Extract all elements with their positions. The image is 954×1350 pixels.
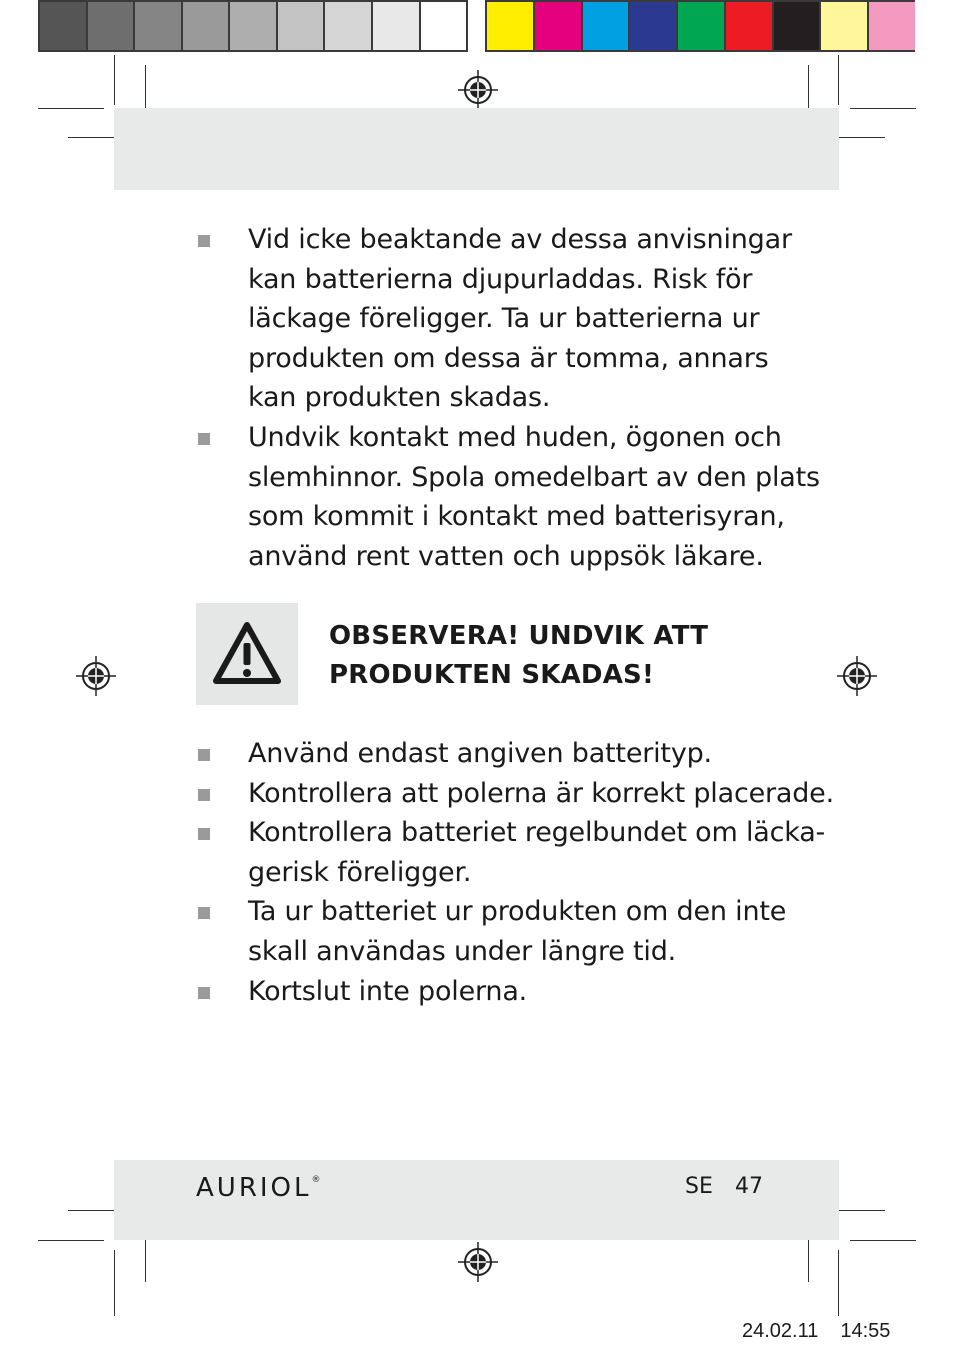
calibration-swatch xyxy=(581,0,629,52)
calibration-swatch xyxy=(628,0,676,52)
brand-name: AURIOL xyxy=(196,1173,312,1203)
warning-heading-line: OBSERVERA! UNDVIK ATT xyxy=(329,621,709,651)
list-item xyxy=(196,774,834,814)
calibration-swatch xyxy=(419,0,469,52)
calibration-swatch xyxy=(38,0,86,52)
list-item-line: använd rent vatten och uppsök läkare. xyxy=(248,540,764,572)
crop-mark xyxy=(838,55,839,105)
bullet-square-icon xyxy=(198,749,210,761)
bullet-square-icon xyxy=(198,235,210,247)
calibration-swatch xyxy=(323,0,371,52)
print-timestamp xyxy=(742,1320,912,1343)
crop-mark xyxy=(850,108,916,109)
list-item xyxy=(196,418,820,576)
crop-mark xyxy=(850,1240,916,1241)
warning-icon-box xyxy=(196,603,298,705)
calibration-swatch xyxy=(676,0,724,52)
calibration-swatch xyxy=(86,0,134,52)
color-calibration-bar xyxy=(485,0,915,52)
list-item-line: som kommit i kontakt med batterisyran, xyxy=(248,501,785,533)
warning-heading xyxy=(329,617,769,695)
list-item-line: Ta ur batteriet ur produkten om den inte xyxy=(248,896,787,928)
battery-safety-list xyxy=(196,220,820,576)
warning-heading-line: PRODUKTEN SKADAS! xyxy=(329,660,655,690)
list-item-line: gerisk föreligger. xyxy=(248,856,472,888)
list-item-line: Kontrollera batteriet regelbundet om läcka- xyxy=(248,817,826,849)
list-item xyxy=(196,972,776,1012)
list-item xyxy=(196,813,826,892)
brand-logo xyxy=(196,1173,321,1203)
calibration-swatch xyxy=(133,0,181,52)
bullet-square-icon xyxy=(198,789,210,801)
list-item-line: Kortslut inte polerna. xyxy=(248,975,528,1007)
list-item-line: kan produkten skadas. xyxy=(248,382,551,414)
grayscale-calibration-bar xyxy=(38,0,468,52)
header-band xyxy=(114,108,839,190)
print-time: 14:55 xyxy=(840,1320,891,1342)
registration-mark-icon xyxy=(837,656,877,696)
language-code: SE xyxy=(685,1174,713,1199)
bullet-square-icon xyxy=(198,987,210,999)
list-item xyxy=(196,220,792,418)
crop-mark xyxy=(114,1250,115,1316)
list-item xyxy=(196,892,787,971)
crop-mark xyxy=(114,55,115,105)
list-item-line: Undvik kontakt med huden, ögonen och xyxy=(248,421,782,453)
registration-mark-icon xyxy=(76,656,116,696)
warning-triangle-icon xyxy=(196,603,298,705)
list-item-line: skall användas under längre tid. xyxy=(248,935,677,967)
page-number: 47 xyxy=(735,1174,763,1199)
calibration-swatch xyxy=(485,0,533,52)
crop-mark xyxy=(38,1240,104,1241)
calibration-swatch xyxy=(276,0,324,52)
list-item-line: läckage föreligger. Ta ur batterierna ur xyxy=(248,303,760,335)
list-item-line: kan batterierna djupurladdas. Risk för xyxy=(248,263,753,295)
list-item-line: Använd endast angiven batterityp. xyxy=(248,738,712,769)
crop-mark xyxy=(838,1250,839,1316)
bullet-square-icon xyxy=(198,828,210,840)
list-item xyxy=(196,734,776,774)
list-item-line: Kontrollera att polerna är korrekt placerade. xyxy=(248,777,834,809)
calibration-swatch xyxy=(772,0,820,52)
calibration-swatch xyxy=(533,0,581,52)
list-item-line: Vid icke beaktande av dessa anvisningar xyxy=(248,224,792,255)
print-date: 24.02.11 xyxy=(742,1320,819,1342)
registered-mark: ® xyxy=(311,1175,321,1185)
calibration-swatch xyxy=(867,0,915,52)
bullet-square-icon xyxy=(198,907,210,919)
list-item-line: produkten om dessa är tomma, annars xyxy=(248,342,769,374)
calibration-swatch xyxy=(181,0,229,52)
registration-mark-icon xyxy=(458,1242,498,1282)
bullet-square-icon xyxy=(198,433,210,445)
crop-mark xyxy=(38,108,104,109)
calibration-swatch xyxy=(371,0,419,52)
list-item-line: slemhinnor. Spola omedelbart av den plats xyxy=(248,461,820,493)
calibration-swatch xyxy=(228,0,276,52)
calibration-swatch xyxy=(819,0,867,52)
calibration-swatch xyxy=(724,0,772,52)
damage-prevention-list xyxy=(196,734,834,1011)
registration-mark-icon xyxy=(458,70,498,110)
